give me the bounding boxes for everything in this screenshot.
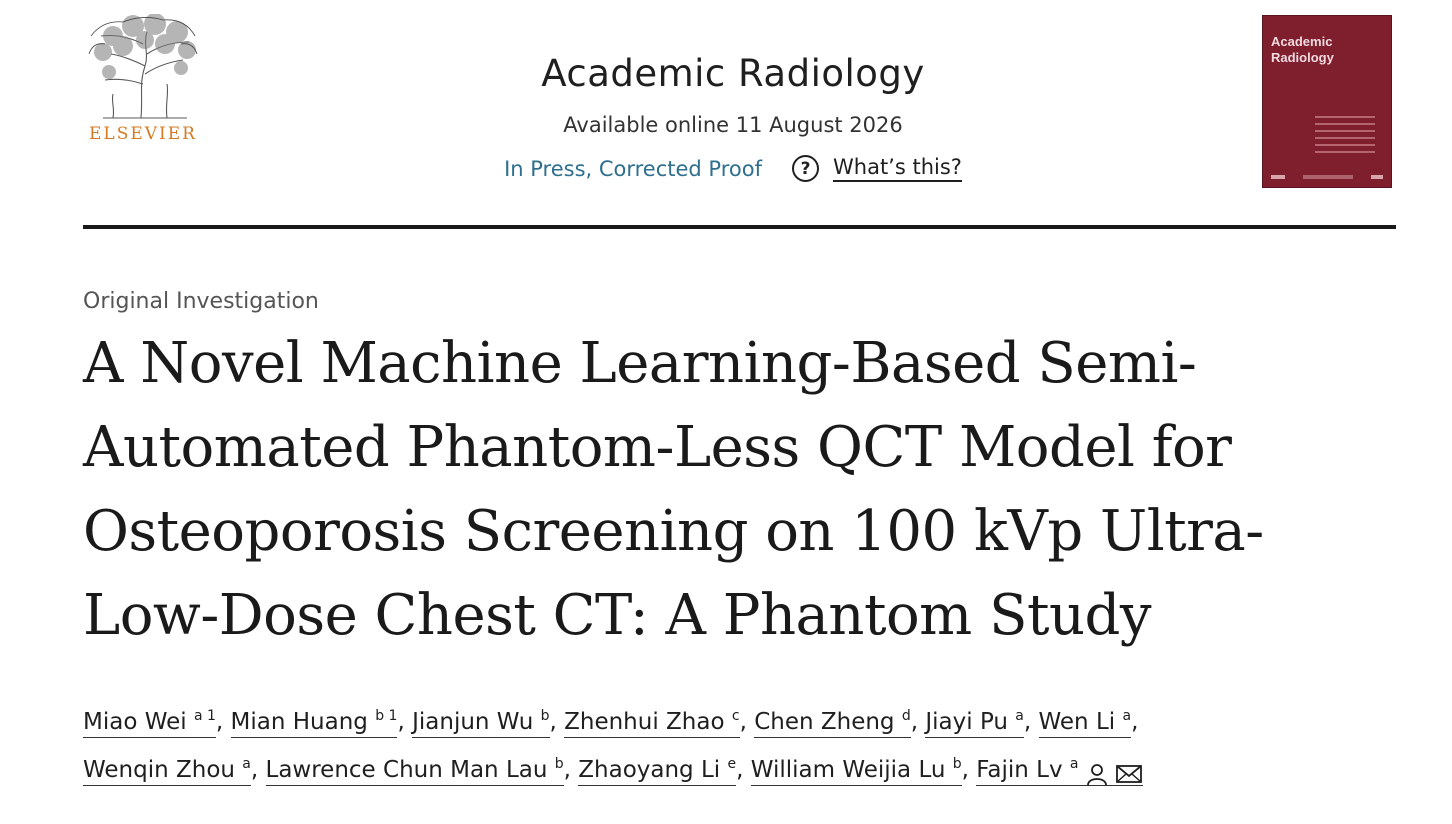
author-affiliation: e [727, 756, 737, 772]
cover-decoration [1315, 116, 1375, 158]
help-icon[interactable]: ? [792, 155, 819, 182]
article-status: In Press, Corrected Proof [504, 156, 762, 181]
author-name: Jianjun Wu [412, 709, 534, 735]
journal-header [380, 52, 1086, 182]
header-divider [83, 225, 1396, 229]
author-name: Wen Li [1038, 709, 1116, 735]
whats-this-link[interactable]: What’s this? [833, 155, 962, 182]
person-icon [1085, 762, 1109, 786]
author-affiliation: c [731, 708, 740, 724]
author-name: Chen Zheng [754, 709, 895, 735]
author-name: Fajin Lv [976, 757, 1063, 783]
author-link[interactable] [754, 709, 911, 738]
cover-footer-decoration [1271, 175, 1383, 181]
elsevier-tree-icon [83, 14, 203, 122]
article-status-row [380, 155, 1086, 182]
author-link[interactable] [564, 709, 739, 738]
author-link[interactable] [266, 757, 564, 786]
author-affiliation: b [554, 756, 564, 772]
journal-title-link[interactable]: Academic Radiology [541, 52, 925, 95]
author-list: Miao Wei $^{a 1}$, Mian Huang $^{b 1}$, Jianjun Wu $^b$, Zhenhui Zhao $^c$, Chen Zheng $^d$, Jiayi Pu $^a$, Wen Li $^a$, Wenqin Zhou $^a$, Lawrence Chun Man Lau $^b$, Zhaoyang Li $^e$, William Weijia Lu $^b$, Fajin Lv $^a$ [83, 698, 1383, 797]
corresponding-author-link[interactable] [976, 757, 1142, 786]
author-name: William Weijia Lu [750, 757, 946, 783]
elsevier-wordmark: ELSEVIER [89, 124, 197, 144]
author-affiliation: a [1122, 708, 1132, 724]
article-title: A Novel Machine Learning-Based Semi-Automated Phantom-Less QCT Model for Osteoporosis Screening on 100 kVp Ultra-Low-Dose Chest CT: A Phantom Study [83, 331, 1264, 648]
envelope-icon[interactable] [1115, 762, 1143, 786]
elsevier-logo[interactable] [83, 14, 203, 144]
author-name: Mian Huang [230, 709, 368, 735]
author-link[interactable] [231, 709, 398, 738]
available-online-date: Available online 11 August 2026 [563, 113, 903, 137]
author-name: Jiayi Pu [925, 709, 1008, 735]
author-affiliation: b 1 [375, 708, 398, 724]
author-name: Wenqin Zhou [83, 757, 235, 783]
article-type-label: Original Investigation [83, 289, 319, 314]
author-link[interactable] [83, 709, 216, 738]
author-link[interactable] [412, 709, 549, 738]
author-name: Zhaoyang Li [578, 757, 721, 783]
author-affiliation: d [901, 708, 911, 724]
author-link[interactable] [578, 757, 736, 786]
author-affiliation: a 1 [193, 708, 216, 724]
author-link[interactable] [83, 757, 251, 786]
author-affiliation: b [952, 756, 962, 772]
author-name: Miao Wei [83, 709, 187, 735]
author-affiliation: a [1015, 708, 1024, 724]
author-affiliation: b [540, 708, 550, 724]
author-affiliation: a [242, 756, 251, 772]
author-link[interactable] [925, 709, 1024, 738]
author-name: Zhenhui Zhao [564, 709, 725, 735]
corresponding-author-icons [1085, 749, 1143, 797]
author-link[interactable] [1039, 709, 1132, 738]
author-name: Lawrence Chun Man Lau [265, 757, 548, 783]
journal-cover-image[interactable] [1262, 15, 1392, 188]
author-link[interactable] [751, 757, 962, 786]
author-affiliation: a [1069, 756, 1079, 772]
cover-title: Academic Radiology [1271, 34, 1334, 65]
